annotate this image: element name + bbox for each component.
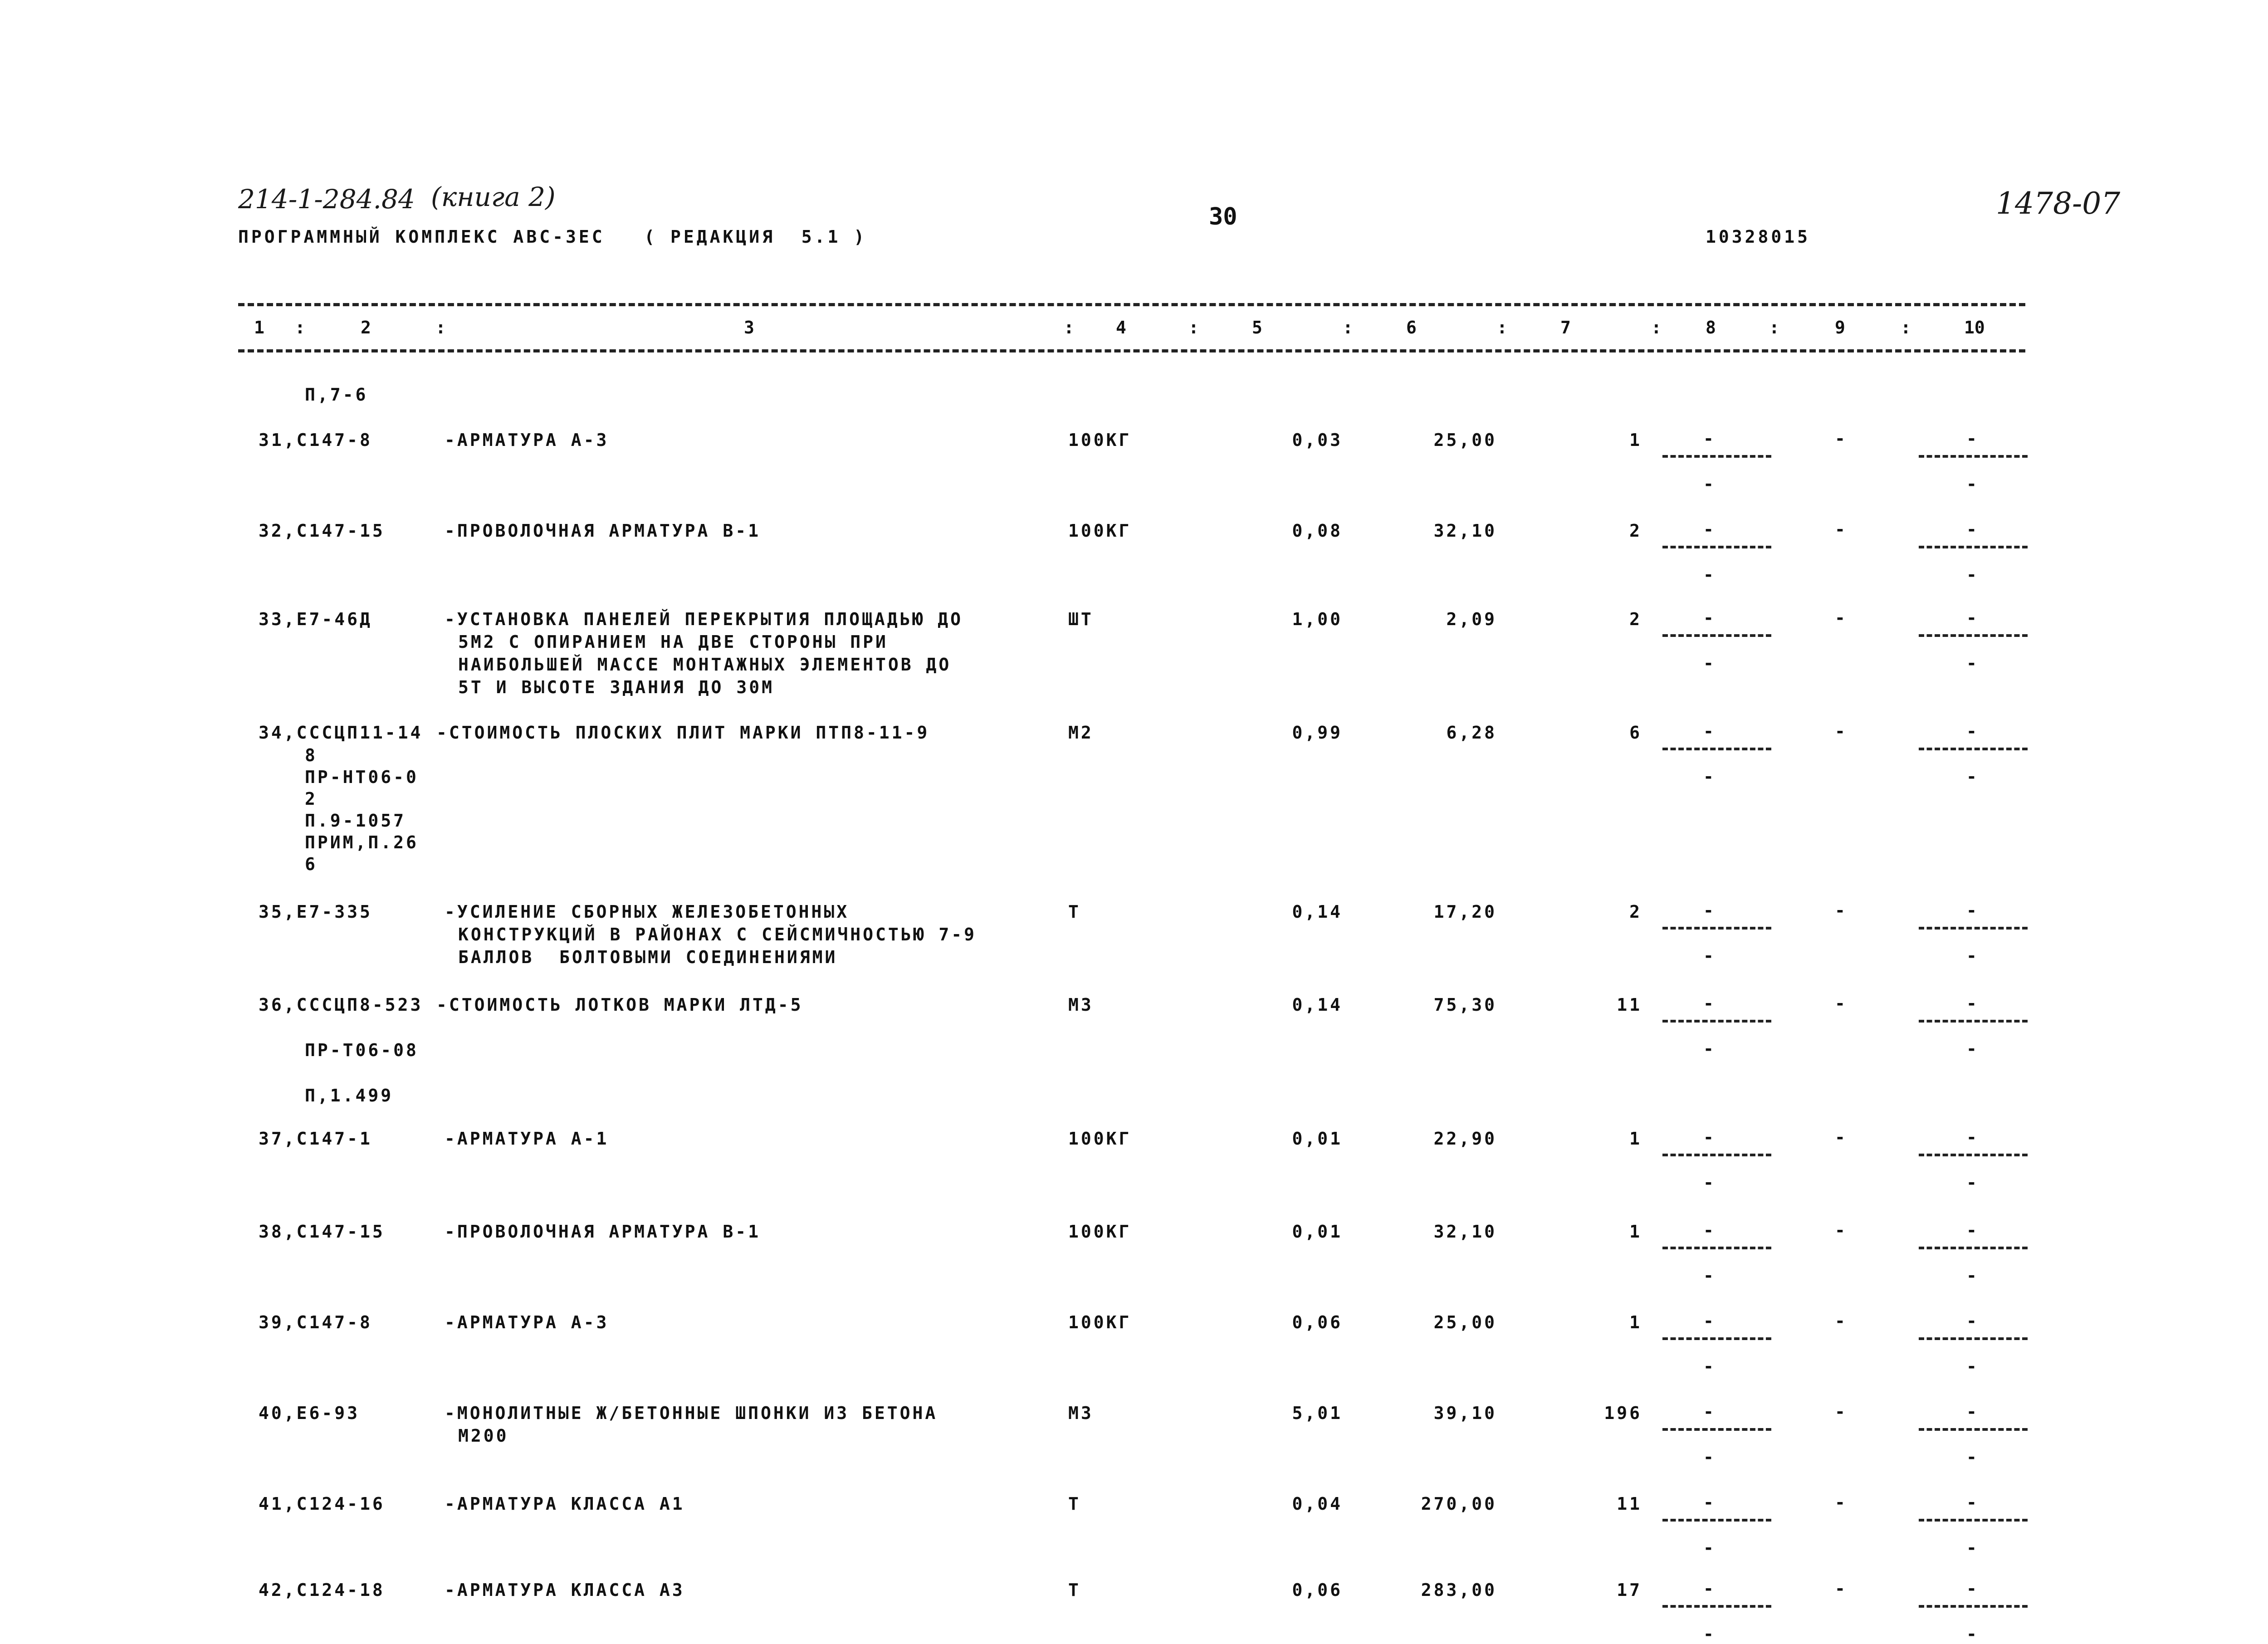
column-number-2: 2 xyxy=(361,318,371,338)
row-total: 1 xyxy=(1629,1222,1642,1242)
col8-underline xyxy=(1662,546,1771,548)
row-description: КОНСТРУКЦИЙ В РАЙОНАХ С СЕЙСМИЧНОСТЬЮ 7-9 xyxy=(458,925,977,944)
row-price: 25,00 xyxy=(1433,1312,1497,1332)
row-total: 2 xyxy=(1629,902,1642,922)
col10-sub-mark: - xyxy=(1966,1624,1977,1644)
col10-sub-mark: - xyxy=(1966,1173,1977,1193)
col10-underline xyxy=(1919,1020,2028,1023)
col10-underline xyxy=(1919,1519,2028,1522)
row-price: 270,00 xyxy=(1421,1494,1497,1514)
col9-mark: - xyxy=(1835,721,1845,741)
col10-sub-mark: - xyxy=(1966,474,1977,494)
row-quantity: 0,06 xyxy=(1292,1312,1343,1332)
row-description: -ПРОВОЛОЧНАЯ АРМАТУРА В-1 xyxy=(445,1222,761,1242)
row-quantity: 1,00 xyxy=(1292,609,1343,629)
row-code-extra: ПРИМ,П.26 xyxy=(305,832,419,852)
col10-underline xyxy=(1919,455,2028,458)
row-quantity: 0,01 xyxy=(1292,1222,1343,1242)
row-description: -АРМАТУРА А-3 xyxy=(445,1312,609,1332)
row-unit: Т xyxy=(1068,1580,1081,1600)
row-description: -АРМАТУРА КЛАССА А1 xyxy=(445,1494,685,1514)
row-total: 2 xyxy=(1629,521,1642,541)
col10-underline xyxy=(1919,634,2028,637)
col9-mark: - xyxy=(1835,519,1845,539)
row-price: 283,00 xyxy=(1421,1580,1497,1600)
col10-sub-mark: - xyxy=(1966,946,1977,966)
column-separator: : xyxy=(1064,318,1074,338)
col9-mark: - xyxy=(1835,900,1845,920)
col10-mark: - xyxy=(1966,900,1977,920)
row-unit: 100КГ xyxy=(1068,1222,1132,1242)
row-price: 17,20 xyxy=(1433,902,1497,922)
row-description: М200 xyxy=(458,1426,509,1446)
col10-mark: - xyxy=(1966,1127,1977,1147)
row-quantity: 0,01 xyxy=(1292,1129,1343,1149)
row-total: 6 xyxy=(1629,723,1642,743)
row-code: 34,СССЦП11-14 xyxy=(259,723,423,743)
col8-underline xyxy=(1662,927,1771,930)
row-total: 11 xyxy=(1617,995,1642,1015)
row-description: -СТОИМОСТЬ ЛОТКОВ МАРКИ ЛТД-5 xyxy=(436,995,803,1015)
row-quantity: 0,06 xyxy=(1292,1580,1343,1600)
col9-mark: - xyxy=(1835,993,1845,1013)
col8-mark: - xyxy=(1703,721,1714,741)
col10-sub-mark: - xyxy=(1966,1538,1977,1558)
col8-underline xyxy=(1662,1337,1771,1340)
column-separator: : xyxy=(1497,318,1507,338)
col8-underline xyxy=(1662,1020,1771,1023)
row-code: 37,С147-1 xyxy=(259,1129,372,1149)
row-code-extra: 8 xyxy=(305,745,318,765)
row-description: НАИБОЛЬШЕЙ МАССЕ МОНТАЖНЫХ ЭЛЕМЕНТОВ ДО xyxy=(458,655,952,675)
row-code-extra: ПР-Т06-08 xyxy=(305,1040,419,1060)
row-unit: Т xyxy=(1068,902,1081,922)
section-ref: П,7-6 xyxy=(305,385,368,405)
row-code: 31,С147-8 xyxy=(259,430,372,450)
row-total: 196 xyxy=(1604,1403,1642,1423)
row-quantity: 0,99 xyxy=(1292,723,1343,743)
col8-sub-mark: - xyxy=(1703,1356,1714,1376)
col8-sub-mark: - xyxy=(1703,474,1714,494)
row-unit: 100КГ xyxy=(1068,1129,1132,1149)
sheet-code: 1478-07 xyxy=(1996,186,2121,221)
col9-mark: - xyxy=(1835,1579,1845,1599)
doc-id: 10328015 xyxy=(1706,227,1811,247)
col10-underline xyxy=(1919,1428,2028,1431)
row-quantity: 0,14 xyxy=(1292,902,1343,922)
row-quantity: 0,04 xyxy=(1292,1494,1343,1514)
row-code: 42,С124-18 xyxy=(259,1580,385,1600)
col8-mark: - xyxy=(1703,519,1714,539)
row-code-extra: 2 xyxy=(305,789,318,809)
col8-underline xyxy=(1662,1247,1771,1249)
col8-mark: - xyxy=(1703,1492,1714,1512)
col8-sub-mark: - xyxy=(1703,1266,1714,1286)
row-unit: М3 xyxy=(1068,1403,1094,1423)
row-total: 1 xyxy=(1629,1312,1642,1332)
col10-sub-mark: - xyxy=(1966,1039,1977,1059)
col8-sub-mark: - xyxy=(1703,1538,1714,1558)
col10-underline xyxy=(1919,546,2028,548)
column-number-6: 6 xyxy=(1406,318,1417,338)
col10-underline xyxy=(1919,1154,2028,1156)
col10-sub-mark: - xyxy=(1966,565,1977,585)
row-quantity: 0,03 xyxy=(1292,430,1343,450)
col8-mark: - xyxy=(1703,608,1714,628)
col8-sub-mark: - xyxy=(1703,1624,1714,1644)
column-number-10: 10 xyxy=(1964,318,1985,338)
col8-sub-mark: - xyxy=(1703,946,1714,966)
row-total: 1 xyxy=(1629,1129,1642,1149)
column-separator: : xyxy=(1651,318,1662,338)
row-price: 32,10 xyxy=(1433,521,1497,541)
col10-underline xyxy=(1919,1247,2028,1249)
col9-mark: - xyxy=(1835,608,1845,628)
row-total: 1 xyxy=(1629,430,1642,450)
col10-mark: - xyxy=(1966,519,1977,539)
header-bottom-rule xyxy=(238,349,2025,352)
col10-sub-mark: - xyxy=(1966,653,1977,673)
row-description: -АРМАТУРА А-3 xyxy=(445,430,609,450)
row-unit: 100КГ xyxy=(1068,521,1132,541)
col8-underline xyxy=(1662,1519,1771,1522)
col10-mark: - xyxy=(1966,1402,1977,1422)
column-separator: : xyxy=(1769,318,1779,338)
row-quantity: 5,01 xyxy=(1292,1403,1343,1423)
row-description: -МОНОЛИТНЫЕ Ж/БЕТОННЫЕ ШПОНКИ ИЗ БЕТОНА xyxy=(445,1403,938,1423)
row-code: 39,С147-8 xyxy=(259,1312,372,1332)
col8-sub-mark: - xyxy=(1703,1173,1714,1193)
col10-underline xyxy=(1919,1605,2028,1608)
row-unit: 100КГ xyxy=(1068,1312,1132,1332)
col10-mark: - xyxy=(1966,721,1977,741)
row-code-extra: П,1.499 xyxy=(305,1086,394,1106)
row-code: 33,Е7-46Д xyxy=(259,609,372,629)
doc-code: 214-1-284.84 xyxy=(238,184,415,215)
col10-mark: - xyxy=(1966,1220,1977,1240)
col8-sub-mark: - xyxy=(1703,565,1714,585)
column-number-5: 5 xyxy=(1252,318,1262,338)
row-quantity: 0,14 xyxy=(1292,995,1343,1015)
col8-underline xyxy=(1662,748,1771,750)
column-number-9: 9 xyxy=(1835,318,1845,338)
row-price: 2,09 xyxy=(1446,609,1497,629)
col9-mark: - xyxy=(1835,1220,1845,1240)
col10-underline xyxy=(1919,927,2028,930)
col8-underline xyxy=(1662,1428,1771,1431)
row-description: 5Т И ВЫСОТЕ ЗДАНИЯ ДО 30М xyxy=(458,677,774,697)
col10-mark: - xyxy=(1966,1311,1977,1331)
col8-sub-mark: - xyxy=(1703,767,1714,787)
row-code: 36,СССЦП8-523 xyxy=(259,995,423,1015)
row-unit: Т xyxy=(1068,1494,1081,1514)
row-description: -АРМАТУРА А-1 xyxy=(445,1129,609,1149)
col10-mark: - xyxy=(1966,1579,1977,1599)
row-code: 35,Е7-335 xyxy=(259,902,372,922)
col10-mark: - xyxy=(1966,993,1977,1013)
row-code: 38,С147-15 xyxy=(259,1222,385,1242)
row-quantity: 0,08 xyxy=(1292,521,1343,541)
row-price: 22,90 xyxy=(1433,1129,1497,1149)
col10-underline xyxy=(1919,748,2028,750)
top-rule xyxy=(238,303,2025,306)
col8-underline xyxy=(1662,634,1771,637)
row-total: 17 xyxy=(1617,1580,1642,1600)
col8-underline xyxy=(1662,1605,1771,1608)
col8-mark: - xyxy=(1703,429,1714,449)
row-price: 25,00 xyxy=(1433,430,1497,450)
column-separator: : xyxy=(435,318,446,338)
col10-mark: - xyxy=(1966,429,1977,449)
row-unit: 100КГ xyxy=(1068,430,1132,450)
column-number-7: 7 xyxy=(1560,318,1571,338)
row-description: -УСИЛЕНИЕ СБОРНЫХ ЖЕЛЕЗОБЕТОННЫХ xyxy=(445,902,850,922)
row-price: 6,28 xyxy=(1446,723,1497,743)
col10-sub-mark: - xyxy=(1966,1356,1977,1376)
row-code-extra: П.9-1057 xyxy=(305,811,406,831)
program-line: ПРОГРАММНЫЙ КОМПЛЕКС АВС-3ЕС ( РЕДАКЦИЯ 5.1 ) xyxy=(238,227,867,247)
col9-mark: - xyxy=(1835,1311,1845,1331)
page-number: 30 xyxy=(1209,203,1237,230)
col8-mark: - xyxy=(1703,1127,1714,1147)
row-code: 41,С124-16 xyxy=(259,1494,385,1514)
column-number-1: 1 xyxy=(254,318,264,338)
col8-mark: - xyxy=(1703,900,1714,920)
col9-mark: - xyxy=(1835,429,1845,449)
col9-mark: - xyxy=(1835,1402,1845,1422)
row-price: 75,30 xyxy=(1433,995,1497,1015)
row-unit: ШТ xyxy=(1068,609,1094,629)
col8-mark: - xyxy=(1703,1402,1714,1422)
row-code: 32,С147-15 xyxy=(259,521,385,541)
book-label: (книга 2) xyxy=(431,181,556,212)
row-description: -ПРОВОЛОЧНАЯ АРМАТУРА В-1 xyxy=(445,521,761,541)
row-unit: М3 xyxy=(1068,995,1094,1015)
col8-underline xyxy=(1662,1154,1771,1156)
row-total: 11 xyxy=(1617,1494,1642,1514)
col10-sub-mark: - xyxy=(1966,767,1977,787)
col8-sub-mark: - xyxy=(1703,653,1714,673)
col9-mark: - xyxy=(1835,1492,1845,1512)
row-description: -АРМАТУРА КЛАССА А3 xyxy=(445,1580,685,1600)
column-number-4: 4 xyxy=(1116,318,1126,338)
col8-underline xyxy=(1662,455,1771,458)
col10-mark: - xyxy=(1966,1492,1977,1512)
col10-mark: - xyxy=(1966,608,1977,628)
row-description: БАЛЛОВ БОЛТОВЫМИ СОЕДИНЕНИЯМИ xyxy=(458,947,838,967)
column-separator: : xyxy=(1901,318,1911,338)
col10-underline xyxy=(1919,1337,2028,1340)
row-price: 39,10 xyxy=(1433,1403,1497,1423)
row-description: -СТОИМОСТЬ ПЛОСКИХ ПЛИТ МАРКИ ПТП8-11-9 xyxy=(436,723,930,743)
column-number-3: 3 xyxy=(744,318,754,338)
column-separator: : xyxy=(295,318,305,338)
col10-sub-mark: - xyxy=(1966,1447,1977,1467)
col8-mark: - xyxy=(1703,1579,1714,1599)
row-total: 2 xyxy=(1629,609,1642,629)
column-separator: : xyxy=(1343,318,1353,338)
col8-mark: - xyxy=(1703,993,1714,1013)
row-unit: М2 xyxy=(1068,723,1094,743)
row-code-extra: 6 xyxy=(305,854,318,874)
column-number-8: 8 xyxy=(1706,318,1716,338)
row-price: 32,10 xyxy=(1433,1222,1497,1242)
row-code-extra: ПР-НТ06-0 xyxy=(305,767,419,787)
col8-sub-mark: - xyxy=(1703,1447,1714,1467)
row-code: 40,Е6-93 xyxy=(259,1403,360,1423)
row-description: -УСТАНОВКА ПАНЕЛЕЙ ПЕРЕКРЫТИЯ ПЛОЩАДЬЮ ДО xyxy=(445,609,963,629)
col8-sub-mark: - xyxy=(1703,1039,1714,1059)
col8-mark: - xyxy=(1703,1311,1714,1331)
column-separator: : xyxy=(1188,318,1199,338)
col8-mark: - xyxy=(1703,1220,1714,1240)
row-description: 5М2 С ОПИРАНИЕМ НА ДВЕ СТОРОНЫ ПРИ xyxy=(458,632,888,652)
col9-mark: - xyxy=(1835,1127,1845,1147)
col10-sub-mark: - xyxy=(1966,1266,1977,1286)
